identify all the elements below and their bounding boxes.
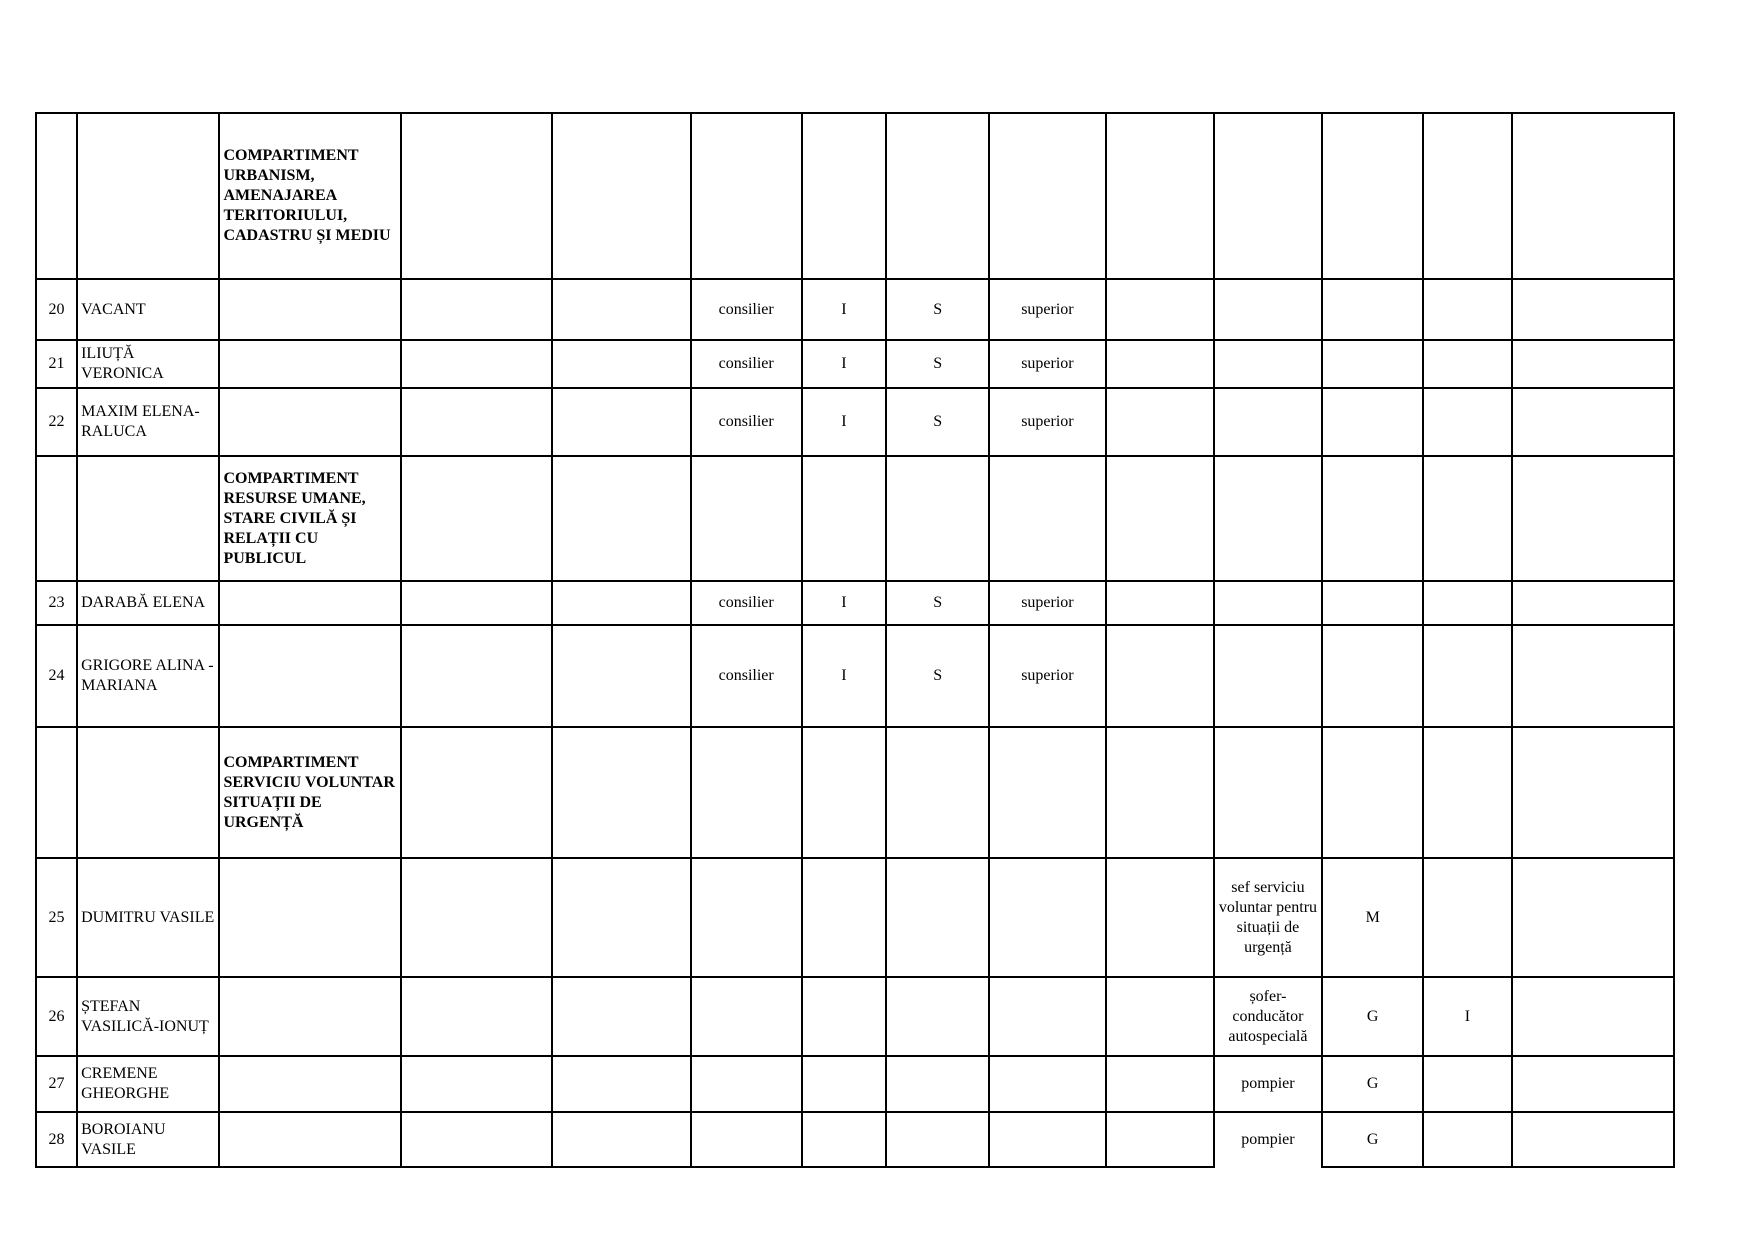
studies-cell: S — [886, 388, 989, 456]
grade-step-cell — [1423, 1056, 1511, 1112]
employee-name: ILIUȚĂ VERONICA — [77, 340, 219, 388]
grade-cell: superior — [989, 340, 1105, 388]
table-row — [36, 625, 1674, 727]
department-row-serviciu-voluntar — [36, 727, 1674, 858]
grade-step-cell — [1423, 858, 1511, 977]
row-number: 20 — [36, 279, 77, 340]
employee-name: VACANT — [77, 279, 219, 340]
grade-cell: superior — [989, 279, 1105, 340]
grade-cell: superior — [989, 625, 1105, 727]
contract-studies-cell: G — [1322, 977, 1423, 1056]
row-number: 21 — [36, 340, 77, 388]
employee-name: DUMITRU VASILE — [77, 858, 219, 977]
grade-step-cell — [1423, 1112, 1511, 1167]
function-cell: consilier — [691, 581, 802, 625]
department-row-resurse-umane — [36, 456, 1674, 581]
personnel-table — [35, 112, 1675, 1168]
class-cell: I — [802, 340, 886, 388]
row-number: 22 — [36, 388, 77, 456]
grade-cell: superior — [989, 581, 1105, 625]
table-row — [36, 977, 1674, 1056]
function-cell: consilier — [691, 279, 802, 340]
class-cell: I — [802, 279, 886, 340]
table-row — [36, 340, 1674, 388]
table-row — [36, 858, 1674, 977]
contract-studies-cell: G — [1322, 1056, 1423, 1112]
department-title: COMPARTIMENT SERVICIU VOLUNTAR SITUAȚII DE URGENȚĂ — [219, 727, 400, 858]
studies-cell: S — [886, 279, 989, 340]
row-number: 23 — [36, 581, 77, 625]
class-cell: I — [802, 625, 886, 727]
row-number: 26 — [36, 977, 77, 1056]
function-cell: consilier — [691, 388, 802, 456]
row-number: 24 — [36, 625, 77, 727]
employee-name: DARABĂ ELENA — [77, 581, 219, 625]
employee-name: BOROIANU VASILE — [77, 1112, 219, 1167]
table-row — [36, 581, 1674, 625]
department-title: COMPARTIMENT URBANISM, AMENAJAREA TERITORIULUI, CADASTRU ȘI MEDIU — [219, 113, 400, 279]
grade-step-cell: I — [1423, 977, 1511, 1056]
row-number: 28 — [36, 1112, 77, 1167]
grade-cell: superior — [989, 388, 1105, 456]
row-number: 27 — [36, 1056, 77, 1112]
contract-studies-cell: M — [1322, 858, 1423, 977]
row-number: 25 — [36, 858, 77, 977]
function-cell: consilier — [691, 625, 802, 727]
class-cell: I — [802, 388, 886, 456]
employee-name: CREMENE GHEORGHE — [77, 1056, 219, 1112]
studies-cell: S — [886, 581, 989, 625]
contract-function-cell: pompier — [1214, 1056, 1322, 1112]
table-row — [36, 1056, 1674, 1112]
table-row — [36, 1112, 1674, 1167]
contract-function-cell: pompier — [1214, 1112, 1322, 1167]
employee-name: ȘTEFAN VASILICĂ-IONUȚ — [77, 977, 219, 1056]
contract-studies-cell: G — [1322, 1112, 1423, 1167]
employee-name: MAXIM ELENA-RALUCA — [77, 388, 219, 456]
table-row — [36, 279, 1674, 340]
studies-cell: S — [886, 340, 989, 388]
contract-function-cell: sef serviciu voluntar pentru situații de urgență — [1214, 858, 1322, 977]
department-title: COMPARTIMENT RESURSE UMANE, STARE CIVILĂ ȘI RELAȚII CU PUBLICUL — [219, 456, 400, 581]
table-row — [36, 388, 1674, 456]
employee-name: GRIGORE ALINA -MARIANA — [77, 625, 219, 727]
department-row-urbanism — [36, 113, 1674, 279]
contract-function-cell: șofer-conducător autospecială — [1214, 977, 1322, 1056]
function-cell: consilier — [691, 340, 802, 388]
class-cell: I — [802, 581, 886, 625]
studies-cell: S — [886, 625, 989, 727]
